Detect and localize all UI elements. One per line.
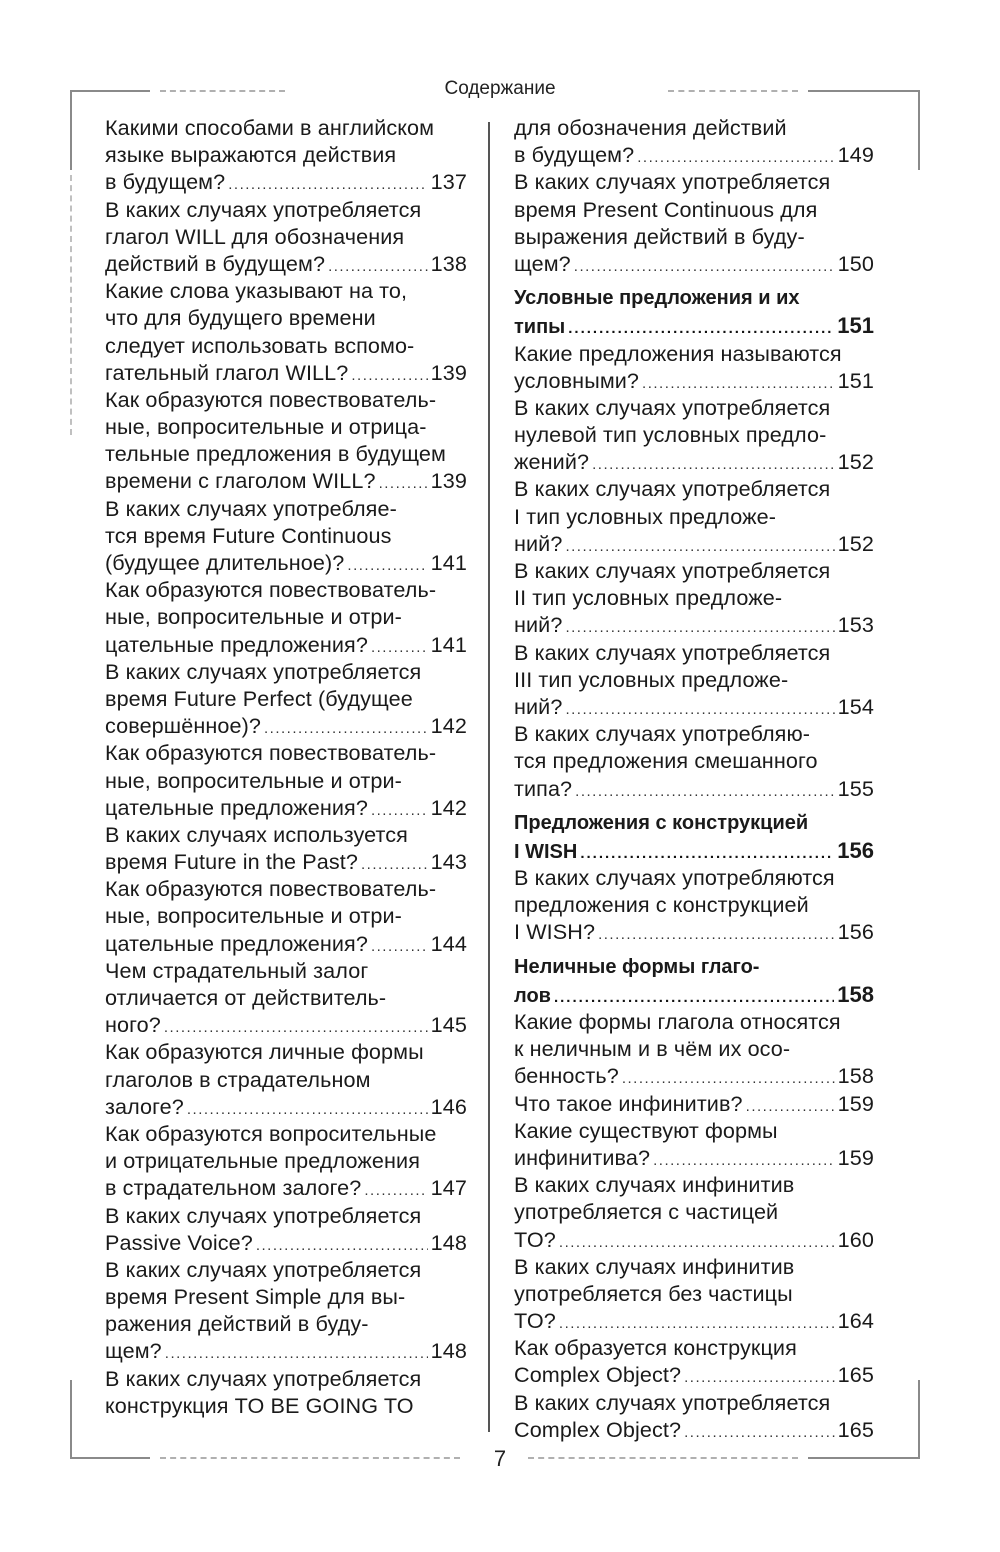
toc-line-last [105,794,467,821]
toc-line: предложения с конструкцией [514,892,809,918]
toc-line: В каких случаях употребляю- [514,721,811,747]
frame-left-dash [70,175,72,435]
section-text: лов [514,984,551,1007]
toc-text: ного? [105,1012,161,1038]
page-header-title: Содержание [444,78,556,99]
page-ref: 138 [430,250,467,276]
dot-leader [622,1065,835,1089]
toc-text: времени с глаголом WILL? [105,468,376,494]
toc-line: В каких случаях употребляе- [105,495,397,521]
toc-line: тельные предложения в будущем [105,441,446,467]
dot-leader [559,1229,835,1253]
toc-entry[interactable] [514,1117,874,1171]
toc-line: В каких случаях используется [105,821,408,847]
toc-line: Какие формы глагола относятся [514,1009,841,1034]
toc-line: тся время Future Continuous [105,522,392,548]
toc-entry[interactable] [105,114,467,196]
toc-left-column [105,114,467,1419]
dot-leader [228,171,427,195]
page-ref: 137 [430,169,467,195]
toc-text: типа? [514,775,573,801]
dot-leader [565,614,834,638]
toc-line: глаголов в страдательном [105,1066,371,1092]
frame-left-top [70,90,72,170]
toc-entry[interactable] [105,1038,467,1120]
dot-leader [371,634,428,658]
toc-text: время Future in the Past? [105,849,358,875]
toc-line: В каких случаях употребляется [105,196,422,222]
page-ref: 153 [837,612,874,638]
page-ref: 152 [837,449,874,475]
page-ref: 144 [430,930,467,956]
toc-section[interactable] [514,285,874,339]
section-title-last [514,312,874,339]
toc-entry[interactable] [105,196,467,278]
page-ref: 147 [430,1175,467,1201]
section-page-ref: 158 [837,981,874,1007]
page-ref: 145 [430,1012,467,1038]
toc-line-last [105,1011,467,1038]
dot-leader [187,1096,428,1120]
toc-line: Как образуется конструкция [514,1335,797,1361]
dot-leader [165,1340,428,1364]
page-ref: 142 [430,794,467,820]
toc-entry[interactable] [514,639,874,721]
toc-text: Passive Voice? [105,1229,253,1255]
toc-line: употребляется без частицы [514,1280,793,1306]
toc-section[interactable] [514,954,874,1008]
toc-line-last [514,1062,874,1089]
dot-leader [559,1310,835,1334]
section-title-line: Условные предложения и их [514,287,800,310]
toc-entry[interactable] [105,821,467,875]
toc-line: В каких случаях употребляется [514,476,831,502]
toc-text: цательные предложения? [105,631,368,657]
page-ref: 165 [837,1362,874,1388]
toc-entry[interactable] [105,277,467,386]
toc-entry[interactable] [105,495,467,577]
dot-leader [379,470,428,494]
toc-line: ные, вопросительные и отри- [105,903,402,929]
toc-line-last [105,359,467,386]
toc-line: Как образуются повествователь- [105,876,437,902]
page-ref: 156 [837,919,874,945]
page-ref: 142 [430,713,467,739]
page-ref: 159 [837,1090,874,1116]
toc-line-last [105,1093,467,1120]
dot-leader [554,984,834,1008]
toc-text: цательные предложения? [105,794,368,820]
section-title-last [514,837,874,864]
toc-line-last [105,467,467,494]
toc-line: конструкция TO BE GOING TO [105,1392,414,1418]
toc-text: (будущее длительное)? [105,550,345,575]
toc-text: совершённое)? [105,713,261,739]
toc-line-last [514,1361,874,1388]
toc-entry[interactable] [514,340,874,394]
toc-text: в будущем? [514,142,635,168]
section-title-line: Предложения с конструкцией [514,811,809,834]
toc-entry[interactable] [514,1389,874,1443]
page-ref: 149 [837,142,874,168]
dot-leader [580,840,834,864]
toc-text: ний? [514,530,563,556]
toc-line: В каких случаях употребляются [514,865,835,891]
dot-leader [653,1147,835,1171]
toc-line: Какие предложения называются [514,340,842,366]
toc-text: ний? [514,693,563,719]
frame-right-top [918,90,920,170]
toc-text: цательные предложения? [105,930,368,956]
toc-line: В каких случаях инфинитив [514,1172,795,1198]
toc-line: III тип условных предложе- [514,666,789,692]
toc-line: I тип условных предложе- [514,503,777,529]
toc-entry[interactable] [514,394,874,476]
toc-line-last [514,141,874,168]
section-text: типы [514,316,566,339]
dot-leader [264,715,428,739]
toc-line-last [514,693,874,720]
toc-line: для обозначения действий [514,115,787,140]
toc-entry[interactable] [514,557,874,639]
dot-leader [164,1014,428,1038]
page-ref: 151 [837,367,874,393]
toc-entry[interactable] [514,1090,874,1117]
dot-leader [565,533,834,557]
toc-line-last [514,367,874,394]
toc-line-last [514,1090,874,1117]
toc-line: Как образуются повествователь- [105,740,437,766]
toc-line: тся предложения смешанного [514,748,818,774]
dot-leader [746,1093,835,1117]
toc-line-last [105,1174,467,1201]
toc-line: что для будущего времени [105,305,376,331]
toc-line: В каких случаях употребляется [105,658,422,684]
toc-entry[interactable] [105,957,467,1039]
page-ref: 146 [430,1093,467,1119]
page-ref: 139 [430,359,467,385]
toc-text: Complex Object? [514,1362,682,1388]
toc-line: ные, вопросительные и отрица- [105,414,427,440]
toc-line: и отрицательные предложения [105,1148,420,1174]
toc-line-last [514,1226,874,1253]
toc-line: отличается от действитель- [105,985,387,1010]
toc-line: В каких случаях употребляется [105,1256,422,1282]
toc-text: действий в будущем? [105,250,326,276]
dot-leader [371,933,428,957]
toc-line: Как образуются вопросительные [105,1120,437,1146]
toc-entry[interactable] [514,168,874,277]
dot-leader [684,1419,835,1443]
toc-line: Чем страдательный залог [105,957,369,983]
toc-text: жений? [514,449,590,475]
toc-text: в будущем? [105,169,226,195]
page-ref: 139 [430,468,467,494]
page-ref: 148 [430,1338,467,1364]
dot-leader [575,778,834,802]
section-page-ref: 151 [837,313,874,339]
toc-line-last [514,250,874,277]
toc-line-last [105,168,467,195]
page-ref: 164 [837,1308,874,1334]
page-ref: 152 [837,530,874,556]
toc-line: нулевой тип условных предло- [514,422,827,448]
toc-text: бенность? [514,1063,619,1089]
toc-line: время Future Perfect (будущее [105,685,413,711]
toc-entry[interactable] [514,475,874,557]
dot-leader [592,451,835,475]
toc-text: щем? [105,1338,162,1364]
toc-text: Complex Object? [514,1416,682,1442]
toc-line-last [105,712,467,739]
toc-text: Что такое инфинитив? [514,1090,743,1116]
toc-entry[interactable] [105,576,467,658]
toc-line: Какие слова указывают на то, [105,278,408,304]
dot-leader [565,696,834,720]
toc-line: языке выражаются действия [105,142,397,168]
toc-line: к неличным и в чём их осо- [514,1036,791,1062]
toc-line: В каких случаях употребляется [105,1365,422,1391]
toc-entry[interactable] [514,720,874,802]
toc-line: В каких случаях употребляется [514,1389,831,1415]
toc-line: Как образуются личные формы [105,1039,424,1065]
toc-text: условными? [514,367,640,393]
toc-line: ные, вопросительные и отри- [105,604,402,630]
dot-leader [684,1364,835,1388]
dot-leader [568,315,834,339]
toc-line: Как образуются повествователь- [105,577,437,603]
toc-text: ний? [514,612,563,638]
section-title-last [514,981,874,1008]
toc-text: гательный глагол WILL? [105,359,349,385]
dot-leader [361,851,428,875]
toc-entry[interactable] [514,1334,874,1388]
page-ref: 148 [430,1229,467,1255]
toc-line-last [514,530,874,557]
page-ref: 160 [837,1226,874,1252]
toc-line-last [105,549,467,576]
page-ref: 159 [837,1144,874,1170]
page-ref: 141 [430,631,467,657]
dot-leader [637,144,834,168]
page-ref: 165 [837,1416,874,1442]
page-ref: 154 [837,693,874,719]
toc-line-last [105,631,467,658]
toc-entry[interactable] [514,1253,874,1335]
toc-right-column [514,114,874,1443]
toc-text: залоге? [105,1093,184,1119]
dot-leader [642,370,835,394]
toc-entry[interactable] [514,1171,874,1253]
dot-leader [364,1177,427,1201]
toc-entry[interactable] [514,864,874,946]
toc-line: В каких случаях употребляется [514,639,831,665]
toc-line: В каких случаях употребляется [514,394,831,420]
toc-line: ные, вопросительные и отри- [105,767,402,793]
toc-line-last [105,930,467,957]
toc-entry[interactable] [105,386,467,495]
column-divider [488,122,490,1432]
toc-entry[interactable] [105,1365,467,1419]
section-title-line: Неличные формы глаго- [514,955,760,978]
toc-entry[interactable] [105,658,467,740]
toc-line-last [514,918,874,945]
toc-text: I WISH? [514,919,596,945]
dot-leader [256,1232,428,1256]
toc-text: щем? [514,250,571,276]
section-text: I WISH [514,840,578,863]
toc-line: Какие существуют формы [514,1117,778,1143]
toc-text: инфинитива? [514,1144,651,1170]
toc-text: в страдательном залоге? [105,1175,362,1201]
toc-line: глагол WILL для обозначения [105,223,405,249]
toc-line: употребляется с частицей [514,1199,779,1225]
toc-entry[interactable] [105,739,467,821]
dot-leader [598,921,835,945]
toc-line: В каких случаях употребляется [105,1202,422,1228]
toc-line: ражения действий в буду- [105,1311,369,1337]
toc-line-last [514,611,874,638]
toc-line: II тип условных предложе- [514,585,783,611]
dot-leader [328,253,428,277]
toc-line: Как образуются повествователь- [105,386,437,412]
toc-line: В каких случаях употребляется [514,169,831,195]
toc-line: В каких случаях инфинитив [514,1253,795,1279]
page-ref: 141 [430,550,467,575]
page-ref: 150 [837,250,874,276]
dot-leader [574,253,835,277]
toc-line-last [514,1307,874,1334]
toc-line-last [514,448,874,475]
toc-text: TO? [514,1308,556,1334]
toc-line-last [105,250,467,277]
toc-entry[interactable] [514,1008,874,1090]
page-ref: 155 [837,775,874,801]
toc-entry[interactable] [105,1120,467,1202]
toc-line-last [105,1337,467,1364]
toc-entry[interactable] [105,875,467,957]
toc-line: время Present Simple для вы- [105,1284,406,1310]
section-page-ref: 156 [837,837,874,863]
toc-line-last [514,775,874,802]
toc-entry[interactable] [105,1202,467,1256]
toc-line-last [514,1144,874,1171]
page-number: 7 [493,1446,507,1471]
toc-line-last [105,1229,467,1256]
toc-entry[interactable] [514,114,874,168]
toc-text: TO? [514,1226,556,1252]
toc-line: следует использовать вспомо- [105,332,415,358]
dot-leader [347,552,427,576]
toc-line: Какими способами в английском [105,115,435,140]
page-ref: 158 [837,1063,874,1089]
page-ref: 143 [430,849,467,875]
toc-line: выражения действий в буду- [514,223,805,249]
dot-leader [351,362,427,386]
toc-line-last [514,1416,874,1443]
toc-entry[interactable] [105,1256,467,1365]
toc-line-last [105,848,467,875]
toc-section[interactable] [514,810,874,864]
toc-line: время Present Continuous для [514,196,818,222]
dot-leader [371,797,428,821]
toc-line: В каких случаях употребляется [514,558,831,583]
